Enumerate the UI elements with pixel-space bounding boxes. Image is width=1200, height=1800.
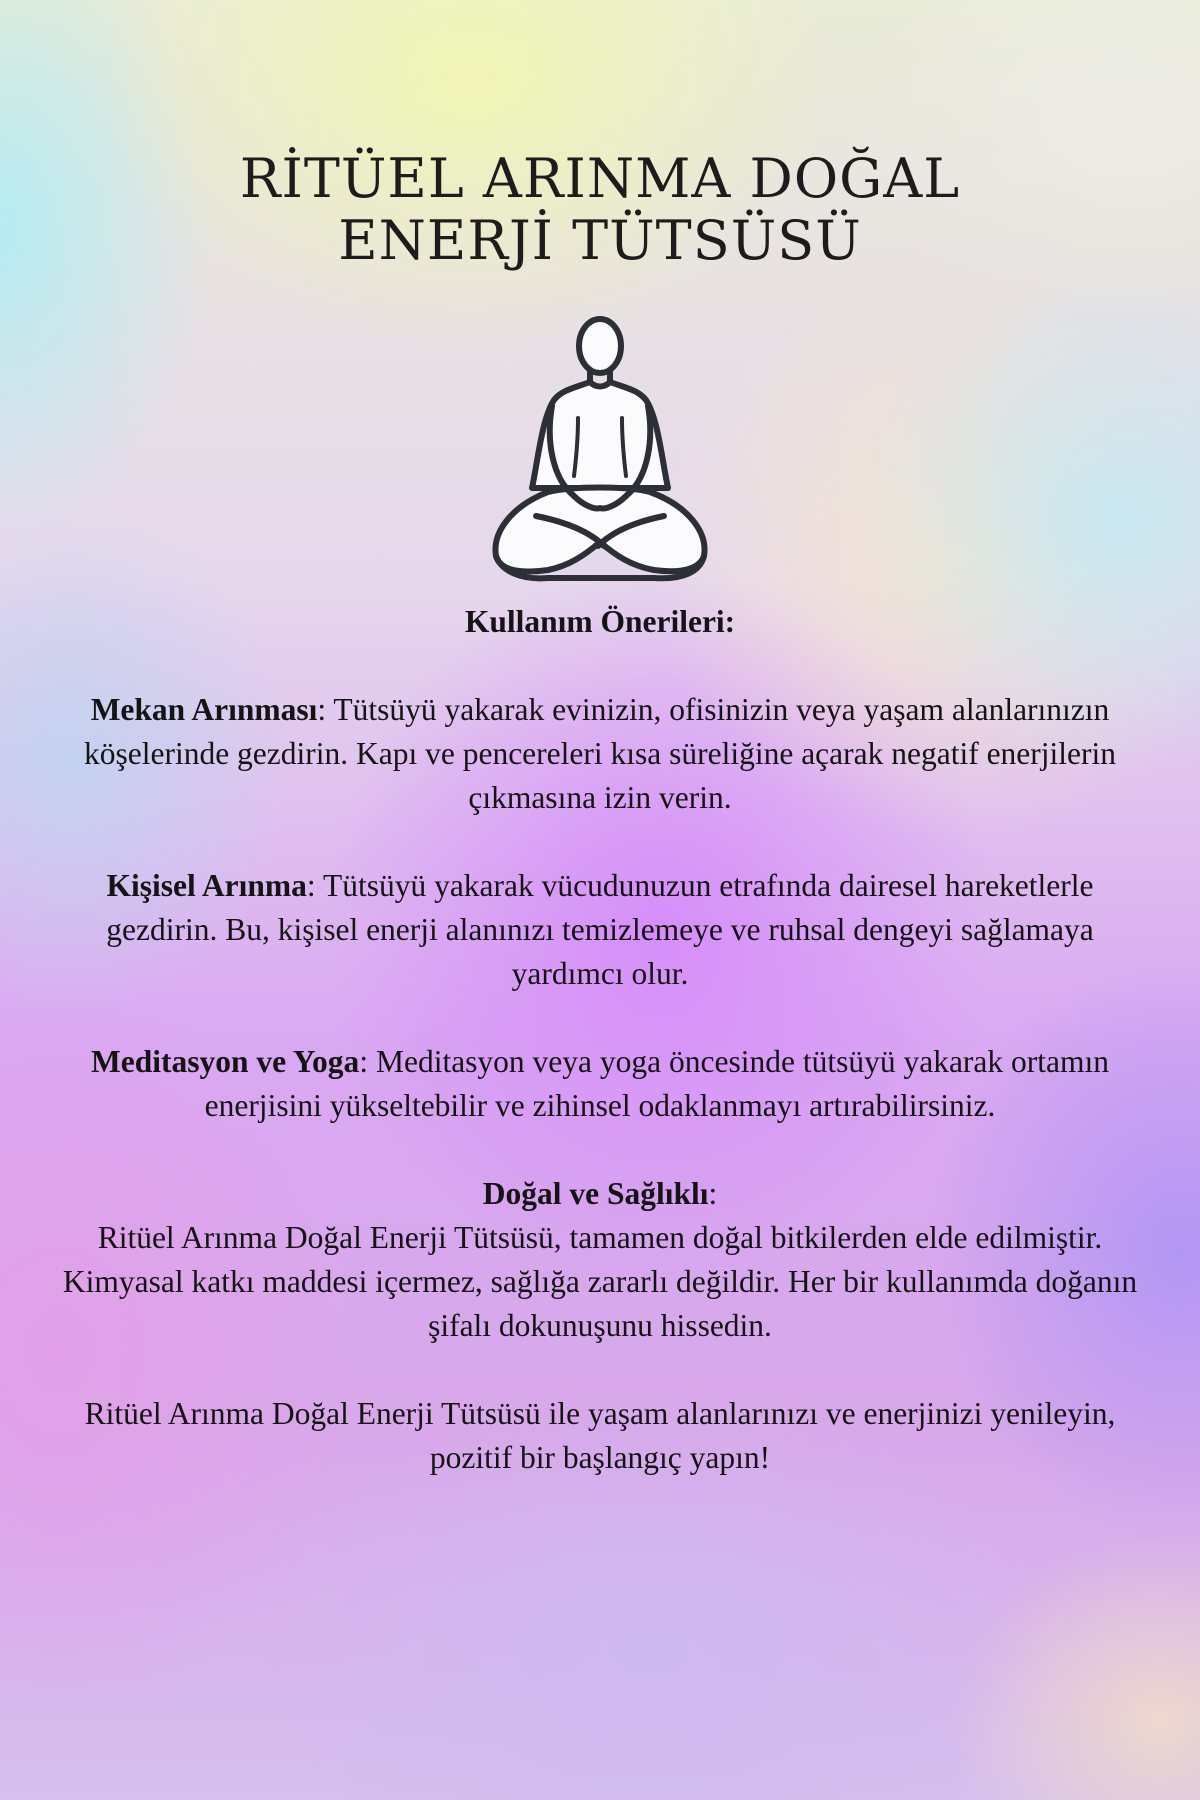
spacer [60, 1348, 1140, 1392]
usage-item-personal-cleansing: Kişisel Arınma: Tütsüyü yakarak vücudunuzun etrafında dairesel hareketlerle gezdirin. Bu, kişisel enerji alanınızı temizlemeye ve ruhsal dengeyi sağlamaya yardımcı olur. [106, 868, 1094, 991]
spacer [60, 996, 1140, 1040]
title-line-2: ENERJİ TÜTSÜSÜ [338, 209, 862, 272]
spacer [60, 820, 1140, 864]
description-body [60, 600, 1140, 1480]
usage-item-space-cleansing: Mekan Arınması: Tütsüyü yakarak evinizin, ofisinizin veya yaşam alanlarınızın köşelerinde gezdirin. Kapı ve pencereleri kısa süreliğine açarak negatif enerjilerin çıkmasına izin verin. [83, 692, 1116, 815]
usage-item-label: Mekan Arınması [90, 692, 318, 727]
usage-item-text: Tütsüyü yakarak evinizin, ofisinizin veya yaşam alanlarınızın köşelerinde gezdirin. Kapı ve pencereleri kısa süreliğine açarak negatif enerjilerin çıkmasına izin verin. [83, 692, 1116, 815]
spacer [60, 1128, 1140, 1172]
usage-item-label: Kişisel Arınma [106, 868, 307, 903]
meditating-person-icon [478, 310, 718, 586]
usage-item-text: Meditasyon veya yoga öncesinde tütsüyü yakarak ortamın enerjisini yükseltebilir ve zihinsel odaklanmayı artırabilirsiniz. [204, 1044, 1110, 1123]
usage-item-label: Meditasyon ve Yoga [90, 1044, 360, 1079]
page-title [0, 148, 1200, 272]
closing-text: Ritüel Arınma Doğal Enerji Tütsüsü ile yaşam alanlarınızı ve enerjinizi yenileyin, pozitif bir başlangıç yapın! [84, 1396, 1116, 1475]
natural-label: Doğal ve Sağlıklı [482, 1176, 709, 1211]
spacer [60, 644, 1140, 688]
usage-heading: Kullanım Önerileri: [464, 604, 736, 639]
natural-heading: Doğal ve Sağlıklı: [482, 1176, 718, 1211]
natural-text: Ritüel Arınma Doğal Enerji Tütsüsü, tamamen doğal bitkilerden elde edilmiştir. Kimyasal katkı maddesi içermez, sağlığa zararlı değildir. Her bir kullanımda doğanın şifalı dokunuşunu hissedin. [62, 1220, 1138, 1343]
usage-item-text: Tütsüyü yakarak vücudunuzun etrafında dairesel hareketlerle gezdirin. Bu, kişisel enerji alanınızı temizlemeye ve ruhsal dengeyi sağlamaya yardımcı olur. [106, 868, 1094, 991]
title-line-1: RİTÜEL ARINMA DOĞAL [239, 147, 961, 210]
usage-item-meditation-yoga: Meditasyon ve Yoga: Meditasyon veya yoga öncesinde tütsüyü yakarak ortamın enerjisini yükseltebilir ve zihinsel odaklanmayı artırabilirsiniz. [90, 1044, 1110, 1123]
